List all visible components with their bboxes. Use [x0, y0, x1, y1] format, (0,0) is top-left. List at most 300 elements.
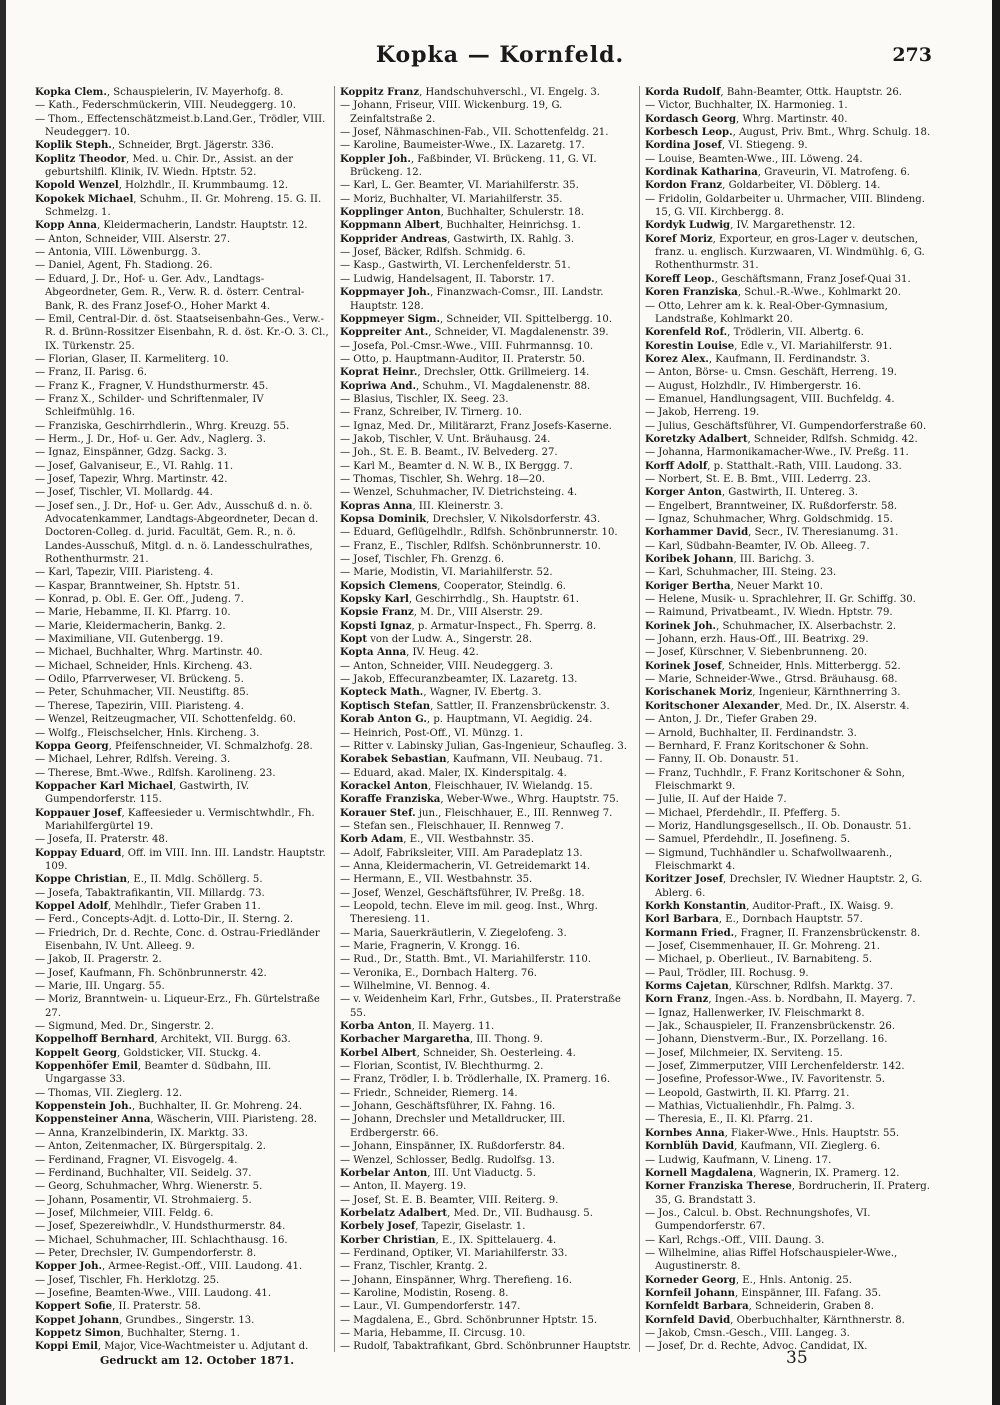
- entry-surname: Koppelt Georg: [35, 1047, 117, 1059]
- directory-entry: [35, 420, 329, 433]
- entry-details: — Josef, Bäcker, Rdlfsh. Schmidg. 6.: [340, 247, 526, 259]
- entry-details: — Maximiliane, VII. Gutenbergg. 19.: [35, 634, 224, 646]
- entry-details: — Magdalena, E., Gbrd. Schönbrunner Hptstr. 15.: [340, 1314, 598, 1326]
- directory-entry: [340, 700, 634, 713]
- directory-entry: [645, 1087, 939, 1100]
- entry-details: — Theresia, E., II. Kl. Pfarrg. 21.: [645, 1114, 813, 1126]
- directory-entry: [340, 420, 634, 433]
- directory-entry: [35, 686, 329, 699]
- directory-entry: [340, 433, 634, 446]
- directory-entry: [340, 139, 634, 152]
- directory-entry: [35, 1087, 329, 1100]
- directory-entry: [645, 1033, 939, 1046]
- directory-entry: [645, 540, 939, 553]
- directory-entry: [35, 900, 329, 913]
- entry-surname: Koriger Bertha: [645, 580, 731, 592]
- directory-entry: [340, 807, 634, 820]
- entry-details: — Marie, Hebamme, II. Kl. Pfarrg. 10.: [35, 607, 231, 619]
- entry-surname: Koppetz Simon: [35, 1327, 121, 1339]
- entry-details: — Michael, Schuhmacher, III. Schlachthausg. 16.: [35, 1234, 288, 1246]
- entry-details: — Josef, Galvaniseur, E., VI. Rahlg. 11.: [35, 460, 234, 472]
- entry-details: , II. Praterstr. 58.: [112, 1301, 201, 1313]
- directory-entry: [340, 606, 634, 619]
- entry-details: , Einspänner, III. Fafang. 35.: [734, 1287, 882, 1299]
- entry-details: — Josef, Nähmaschinen-Fab., VII. Schottenfeldg. 21.: [340, 127, 609, 139]
- entry-details: — Therese, Tapezirin, VIII. Piaristeng. 4.: [35, 700, 244, 712]
- directory-entry: [645, 1113, 939, 1126]
- entry-details: , Secr., IV. Theresianumg. 31.: [748, 527, 899, 539]
- entry-details: , E., Hnls. Antonig. 25.: [735, 1274, 852, 1286]
- entry-details: , Schuhm., II. Gr. Mohreng. 15. G. II. Schmelzg. 1.: [45, 193, 322, 219]
- directory-entry: [645, 767, 939, 794]
- directory-entry: [35, 633, 329, 646]
- entry-details: — Marie, Schneider-Wwe., Gtrsd. Bräuhausg. 68.: [645, 674, 898, 686]
- entry-details: — Samuel, Pferdehdlr., II. Josefineng. 5.: [645, 834, 851, 846]
- directory-entry: [340, 393, 634, 406]
- entry-details: , Schuhm., VI. Magdalenenstr. 88.: [415, 380, 591, 392]
- entry-details: , Kleidermacherin, Landstr. Hauptstr. 12.: [96, 220, 308, 232]
- directory-entry: [340, 620, 634, 633]
- entry-surname: Korauer Stef.: [340, 807, 416, 819]
- entry-details: — Kaspar, Branntweiner, Sh. Hptstr. 51.: [35, 580, 240, 592]
- directory-entry: [645, 166, 939, 179]
- directory-entry: [645, 1274, 939, 1287]
- page-title: Kopka — Kornfeld.: [375, 42, 625, 68]
- entry-details: , August, Priv. Bmt., Whrg. Schulg. 18.: [732, 127, 931, 139]
- directory-entry: [340, 326, 634, 339]
- entry-surname: Kornfeil Johann: [645, 1287, 735, 1299]
- entry-details: — Arnold, Buchhalter, II. Ferdinandstr. 3.: [645, 727, 857, 739]
- directory-entry: [35, 593, 329, 606]
- entry-surname: Korl Barbara: [645, 914, 719, 926]
- directory-entry: [340, 460, 634, 473]
- entry-details: — Fridolin, Goldarbeiter u. Uhrmacher, VIII. Blindeng. 15, G. VII. Kirchbergg. 8.: [645, 193, 925, 219]
- directory-entry: [645, 793, 939, 806]
- entry-details: , Gastwirth, II. Untereg. 3.: [721, 487, 858, 499]
- directory-entry: [645, 420, 939, 433]
- directory-entry: [340, 887, 634, 900]
- entry-surname: Koptisch Stefan: [340, 700, 431, 712]
- entry-details: , IV. Margarethenstr. 12.: [730, 220, 856, 232]
- entry-surname: Koppitz Franz: [340, 87, 420, 98]
- entry-surname: Koplitz Theodor: [35, 153, 127, 165]
- entry-details: — Franziska, Geschirrhdlerin., Whrg. Kreuzg. 55.: [35, 420, 290, 432]
- directory-entry: [645, 126, 939, 139]
- directory-entry: [645, 633, 939, 646]
- entry-details: , Grundbes., Singerstr. 13.: [119, 1314, 255, 1326]
- directory-entry: [340, 927, 634, 940]
- entry-surname: Koreff Leop.: [645, 273, 715, 285]
- entry-details: , Wäscherin, VIII. Piaristeng. 28.: [150, 1114, 318, 1126]
- entry-details: , Fleischhauer, IV. Wielandg. 15.: [427, 780, 593, 792]
- directory-entry: [340, 1327, 634, 1340]
- entry-details: — Johann, erzh. Haus-Off., III. Beatrixg. 29.: [645, 634, 869, 646]
- entry-surname: Koplik Steph.: [35, 140, 112, 152]
- entry-details: , Schneider, Brgt. Jägerstr. 336.: [111, 140, 274, 152]
- directory-entry: [645, 1100, 939, 1113]
- sheet-number: 35: [786, 1348, 808, 1368]
- entry-surname: Koppmann Albert: [340, 220, 440, 232]
- directory-entry: [35, 486, 329, 499]
- entry-details: — Anton, Zeitenmacher, IX. Bürgerspitalg. 2.: [35, 1141, 267, 1153]
- entry-details: , Major, Vice-Wachtmeister u. Adjutant d.: [97, 1341, 309, 1352]
- entry-surname: Korba Anton: [340, 1021, 412, 1033]
- directory-entry: [340, 1113, 634, 1140]
- directory-entry: [340, 767, 634, 780]
- entry-surname: Korbelar Anton: [340, 1167, 428, 1179]
- directory-entry: [340, 1314, 634, 1327]
- directory-entry: [35, 993, 329, 1020]
- directory-entry: [340, 233, 634, 246]
- entry-details: — Josef, Zimmerputzer, VIII Lerchenfelderstr. 142.: [645, 1061, 905, 1073]
- entry-surname: Kopta Anna: [340, 647, 407, 659]
- entry-details: — Otto, Lehrer am k. k. Real-Ober-Gymnasium, Landstraße, Kohlmarkt 20.: [645, 300, 888, 325]
- directory-entry: [35, 1220, 329, 1233]
- directory-entry: [340, 660, 634, 673]
- entry-surname: Korner Franziska Therese: [645, 1181, 792, 1193]
- entry-details: — Johann, Dienstverm.-Bur., IX. Porzellang. 16.: [645, 1034, 888, 1046]
- directory-entry: [35, 833, 329, 846]
- entry-surname: Korischanek Moriz: [645, 687, 753, 699]
- entry-details: — Raimund, Privatbeamt., IV. Wiedn. Hptstr. 79.: [645, 607, 893, 619]
- entry-details: — Peter, Schuhmacher, VII. Neustiftg. 85.: [35, 687, 249, 699]
- entry-details: — Franz K., Fragner, V. Hundsthurmerstr. 45.: [35, 380, 269, 392]
- entry-details: , Goldarbeiter, VI. Döblerg. 14.: [722, 180, 881, 192]
- entry-details: , Auditor-Praft., IX. Waisg. 9.: [746, 900, 894, 912]
- entry-surname: Koppmayer Joh.: [340, 287, 431, 299]
- entry-details: , Cooperator, Steindlg. 6.: [437, 580, 566, 592]
- directory-entry: [340, 873, 634, 886]
- directory-entry: [35, 1140, 329, 1153]
- directory-entry: [35, 1287, 329, 1300]
- entry-details: — Jakob, II. Pragerstr. 2.: [35, 954, 162, 966]
- entry-details: — Karl, Schuhmacher, III. Steing. 23.: [645, 567, 837, 579]
- directory-entry: [35, 353, 329, 366]
- directory-entry: [340, 566, 634, 579]
- entry-details: — Michael, Pferdehdlr., II. Pfefferg. 5.: [645, 807, 841, 819]
- entry-details: , Exporteur, en gros-Lager v. deutschen, franz. u. englisch. Kurzwaaren, VI. Windmühlg. 6, G. Rothenthurmstr. 31.: [655, 233, 925, 272]
- entry-surname: Korbely Josef: [340, 1221, 416, 1233]
- entry-details: , Weber-Wwe., Whrg. Hauptstr. 75.: [440, 794, 619, 806]
- directory-entry: [340, 313, 634, 326]
- entry-surname: Koref Moriz: [645, 233, 713, 245]
- entry-details: , IV. Heug. 42.: [406, 647, 479, 659]
- directory-entry: [340, 940, 634, 953]
- entry-details: — Ferdinand, Fragner, VI. Eisvogelg. 4.: [35, 1154, 238, 1166]
- entry-surname: Kopriwa And.: [340, 380, 416, 392]
- entry-details: — Franz, Tuchhdlr., F. Franz Koritschoner & Sohn, Fleischmarkt 9.: [645, 767, 905, 792]
- entry-details: , Tapezir, Giselastr. 1.: [415, 1221, 526, 1233]
- entry-details: — Anton, Schneider, VIII. Alserstr. 27.: [35, 233, 231, 245]
- entry-details: — Karl, L. Ger. Beamter, VI. Mariahilferstr. 35.: [340, 180, 579, 192]
- entry-details: — Thomas, Tischler, Sh. Wehrg. 18—20.: [340, 473, 545, 485]
- entry-details: — Josefa, Tabaktrafikantin, VII. Millardg. 73.: [35, 887, 265, 899]
- entry-details: , Schneider, Rdlfsh. Schmidg. 42.: [747, 433, 918, 445]
- directory-entry: [35, 219, 329, 232]
- entry-surname: Korenfeld Rof.: [645, 327, 728, 339]
- entry-surname: Kopsich Clemens: [340, 580, 438, 592]
- directory-entry: [35, 1340, 329, 1352]
- directory-entry: [35, 646, 329, 659]
- entry-details: — Fanny, II. Ob. Donaustr. 51.: [645, 754, 799, 766]
- entry-surname: Korhammer David: [645, 527, 749, 539]
- entry-details: — Karl, Südbahn-Beamter, IV. Ob. Alleeg. 7.: [645, 540, 870, 552]
- entry-details: — Julius, Geschäftsführer, VI. Gumpendorferstraße 60.: [645, 420, 927, 432]
- entry-details: — Franz, Tischler, Krantg. 2.: [340, 1261, 488, 1273]
- directory-entry: [645, 406, 939, 419]
- directory-entry: [340, 1247, 634, 1260]
- directory-entry: [645, 980, 939, 993]
- entry-details: — Paul, Trödler, III. Rochusg. 9.: [645, 967, 809, 979]
- entry-details: — Karoline, Modistin, Roseng. 8.: [340, 1287, 509, 1299]
- directory-entry: [340, 993, 634, 1020]
- directory-entry: [645, 606, 939, 619]
- entry-surname: Koppauer Josef: [35, 807, 122, 819]
- directory-entry: [645, 807, 939, 820]
- entry-surname: Kordinak Katharina: [645, 167, 758, 179]
- entry-details: — Daniel, Agent, Fh. Stadiong. 26.: [35, 260, 213, 272]
- directory-entry: [35, 86, 329, 99]
- entry-details: — Eduard, akad. Maler, IX. Kinderspitalg. 4.: [340, 767, 567, 779]
- entry-details: , Edle v., VI. Mariahilferstr. 91.: [734, 340, 892, 352]
- entry-surname: Kopteck Math.: [340, 687, 424, 699]
- entry-details: — Josef, Wenzel, Geschäftsführer, IV. Preßg. 18.: [340, 887, 585, 899]
- directory-entry: [645, 1234, 939, 1247]
- entry-details: , III. Barichg. 3.: [733, 554, 815, 566]
- entry-surname: Koppelhoff Bernhard: [35, 1034, 155, 1046]
- directory-column-3: [640, 86, 944, 1352]
- entry-details: — Antonia, VIII. Löwenburgg. 3.: [35, 247, 201, 259]
- directory-entry: [340, 1100, 634, 1113]
- entry-details: — Florian, Glaser, II. Karmeliterg. 10.: [35, 353, 229, 365]
- entry-details: , Off. im VIII. Inn. III. Landstr. Hauptstr. 109.: [45, 847, 326, 872]
- entry-details: , E., II. Mdlg. Schöllerg. 5.: [126, 874, 263, 886]
- directory-entry: [340, 1020, 634, 1033]
- directory-entry: [340, 1287, 634, 1300]
- entry-details: — Jakob, Effecuranzbeamter, IX. Lazaretg. 13.: [340, 674, 578, 686]
- directory-entry: [645, 593, 939, 606]
- entry-surname: Koppler Joh.: [340, 153, 411, 165]
- entry-details: , Bahn-Beamter, Ottk. Hauptstr. 26.: [720, 87, 903, 98]
- entry-details: — Marie, III. Ungarg. 55.: [35, 981, 165, 993]
- entry-details: , Neuer Markt 10.: [730, 580, 823, 592]
- directory-entry: [645, 1327, 939, 1340]
- entry-details: — Josef, Kaufmann, Fh. Schönbrunnerstr. 42.: [35, 967, 267, 979]
- entry-details: , Kaufmann, VII. Zieglerg. 6.: [734, 1141, 881, 1153]
- directory-entry: [645, 900, 939, 913]
- directory-entry: [645, 660, 939, 673]
- directory-entry: [35, 606, 329, 619]
- entry-details: — Karl, Rchgs.-Off., VIII. Daung. 3.: [645, 1234, 825, 1246]
- entry-details: , p. Hauptmann, VI. Aegidig. 24.: [426, 714, 593, 726]
- entry-details: , Mehlhdlr., Tiefer Graben 11.: [107, 900, 261, 912]
- directory-entry: [35, 780, 329, 807]
- directory-entry: [35, 1167, 329, 1180]
- directory-entry: [645, 847, 939, 874]
- directory-entry: [645, 566, 939, 579]
- directory-entry: [340, 193, 634, 206]
- entry-details: — Rudolf, Tabaktrafikant, Gbrd. Schönbrunner Hauptstr.: [340, 1341, 631, 1352]
- directory-entry: [35, 1154, 329, 1167]
- entry-details: — Franz, Schreiber, IV. Tirnerg. 10.: [340, 407, 522, 419]
- entry-details: — Josef, Tischler, VI. Mollardg. 44.: [35, 487, 213, 499]
- directory-entry: [340, 1340, 634, 1352]
- entry-details: — Ferdinand, Optiker, VI. Mariahilferstr. 33.: [340, 1247, 568, 1259]
- entry-surname: Korbel Albert: [340, 1047, 417, 1059]
- directory-entry: [340, 580, 634, 593]
- page-header: [30, 40, 970, 76]
- entry-surname: Koren Franziska: [645, 287, 738, 299]
- entry-details: — Wolfg., Fleischselcher, Hnls. Kircheng. 3.: [35, 727, 260, 739]
- entry-details: — Friedr., Schneider, Riemerg. 14.: [340, 1087, 518, 1099]
- entry-surname: Kornblüh David: [645, 1141, 735, 1153]
- directory-entry: [35, 580, 329, 593]
- directory-entry: [645, 393, 939, 406]
- directory-entry: [35, 380, 329, 393]
- directory-entry: [35, 953, 329, 966]
- entry-details: von der Ludw. A., Singerstr. 28.: [367, 634, 532, 646]
- entry-surname: Korestin Louise: [645, 340, 735, 352]
- directory-entry: [340, 353, 634, 366]
- directory-entry: [645, 1047, 939, 1060]
- entry-details: , Schneider, Hnls. Mitterbergg. 52.: [721, 660, 901, 672]
- entry-details: , Armee-Regist.-Off., VIII. Laudong. 41.: [102, 1261, 303, 1273]
- entry-details: — Johann, Einspänner, Whrg. Therefieng. 16.: [340, 1274, 572, 1286]
- entry-details: — Mathias, Victualienhdlr., Fh. Palmg. 3.: [645, 1101, 855, 1113]
- directory-entry: [645, 913, 939, 926]
- entry-details: — Kath., Federschmückerin, VIII. Neudeggerg. 10.: [35, 100, 296, 112]
- entry-details: , Wagner, IV. Ebertg. 3.: [423, 687, 542, 699]
- entry-surname: Kopplinger Anton: [340, 207, 441, 219]
- directory-entry: [340, 753, 634, 766]
- entry-surname: Korms Cajetan: [645, 981, 729, 993]
- entry-surname: Kordina Josef: [645, 140, 722, 152]
- entry-details: — Florian, Scontist, IV. Blechthurmg. 2.: [340, 1061, 544, 1073]
- entry-details: — Maria, Hebamme, II. Circusg. 10.: [340, 1327, 526, 1339]
- entry-details: , Faßbinder, VI. Brückeng. 11, G. VI. Brückeng. 12.: [350, 153, 597, 179]
- entry-surname: Kordyk Ludwig: [645, 220, 731, 232]
- entry-details: — Ferdinand, Buchhalter, VII. Seidelg. 37.: [35, 1167, 252, 1179]
- entry-details: — Moriz, Branntwein- u. Liqueur-Erz., Fh. Gürtelstraße 27.: [35, 994, 320, 1019]
- directory-entry: [35, 1327, 329, 1340]
- directory-entry: [340, 980, 634, 993]
- directory-entry: [645, 460, 939, 473]
- entry-details: — Franz, Trödler, I. b. Trödlerhalle, IX. Pramerg. 16.: [340, 1074, 611, 1086]
- entry-details: — Leopold, techn. Eleve im mil. geog. Inst., Whrg. Theresieng. 11.: [340, 900, 598, 926]
- directory-entry: [340, 380, 634, 393]
- entry-details: — Josefa, Pol.-Cmsr.-Wwe., VIII. Fuhrmannsg. 10.: [340, 340, 594, 352]
- entry-details: , Bordrucherin, II. Praterg. 35, G. Brandstatt 3.: [655, 1181, 930, 1206]
- entry-details: , E., IX. Spittelauerg. 4.: [435, 1234, 557, 1246]
- entry-surname: Koprat Heinr.: [340, 367, 418, 379]
- entry-details: — Otto, p. Hauptmann-Auditor, II. Praterstr. 50.: [340, 353, 585, 365]
- entry-surname: Korez Alex.: [645, 353, 709, 365]
- entry-surname: Korbesch Leop.: [645, 127, 733, 139]
- entry-details: — Victor, Buchhalter, IX. Harmonieg. 1.: [645, 100, 848, 112]
- directory-entry: [645, 873, 939, 900]
- entry-details: , Pfeifenschneider, VI. Schmalzhofg. 28.: [108, 740, 313, 752]
- entry-details: , Buchhalter, Sterng. 1.: [120, 1327, 240, 1339]
- entry-details: — Marie, Fragnerin, V. Krongg. 16.: [340, 941, 521, 952]
- directory-entry: [645, 353, 939, 366]
- entry-surname: Kordon Franz: [645, 180, 723, 192]
- directory-entry: [645, 1207, 939, 1234]
- entry-details: , Geschirrhdlg., Sh. Hauptstr. 61.: [408, 594, 579, 606]
- entry-details: , Beamter d. Südbahn, III. Ungargasse 33.: [45, 1061, 272, 1086]
- entry-surname: Koppenhöfer Emil: [35, 1061, 138, 1073]
- entry-details: , Drechsler, Ottk. Grillmeierg. 14.: [417, 367, 590, 379]
- directory-entry: [645, 1007, 939, 1020]
- directory-entry: [645, 686, 939, 699]
- entry-details: — Maria, Sauerkräutlerin, V. Ziegelofeng. 3.: [340, 927, 567, 939]
- directory-entry: [35, 740, 329, 753]
- entry-details: — Franz, E., Tischler, Rdlfsh. Schönbrunnerstr. 10.: [340, 540, 601, 552]
- directory-entry: [340, 820, 634, 833]
- entry-details: — Josefine, Beamten-Wwe., VIII. Laudong. 41.: [35, 1287, 272, 1299]
- entry-surname: Kopsie Franz: [340, 607, 414, 619]
- entry-details: — Jakob, Tischler, V. Unt. Bräuhausg. 24.: [340, 433, 551, 445]
- directory-entry: [340, 1180, 634, 1193]
- entry-surname: Koppi Emil: [35, 1341, 98, 1352]
- directory-entry: [645, 1020, 939, 1033]
- entry-details: — Ludwig, Kaufmann, V. Lineng. 17.: [645, 1154, 832, 1166]
- directory-entry: [340, 406, 634, 419]
- directory-entry: [340, 1220, 634, 1233]
- directory-entry: [645, 1180, 939, 1207]
- directory-entry: [645, 326, 939, 339]
- directory-entry: [645, 646, 939, 659]
- entry-details: — Johann, Friseur, VIII. Wickenburg. 19, G. Zeinfaltstraße 2.: [340, 100, 563, 125]
- entry-details: — Norbert, St. E. B. Bmt., VIII. Lederrg. 23.: [645, 473, 871, 485]
- entry-surname: Korb Adam: [340, 834, 404, 846]
- directory-entry: [645, 179, 939, 192]
- directory-entry: [645, 1287, 939, 1300]
- directory-entry: [35, 660, 329, 673]
- entry-details: , Geschäftsmann, Franz Josef-Quai 31.: [714, 273, 911, 285]
- entry-details: — Michael, Lehrer, Rdlfsh. Vereing. 3.: [35, 754, 231, 766]
- entry-details: — Moriz, Handlungsgesellsch., II. Ob. Donaustr. 51.: [645, 820, 912, 832]
- entry-details: — Johanna, Harmonikamacher-Wwe., IV. Preßg. 11.: [645, 447, 909, 459]
- directory-column-2: [335, 86, 640, 1352]
- entry-details: — Odilo, Pfarrverweser, VI. Brückeng. 5.: [35, 674, 244, 686]
- entry-details: — Joh., St. E. B. Beamt., IV. Belvederg. 27.: [340, 447, 558, 459]
- entry-surname: Koppacher Karl Michael: [35, 780, 173, 792]
- entry-details: , Kaufmann, II. Ferdinandstr. 3.: [708, 353, 870, 365]
- directory-entry: [35, 366, 329, 379]
- entry-details: — August, Holzhdlr., IV. Himbergerstr. 16.: [645, 380, 862, 392]
- entry-details: , III. Thong. 9.: [469, 1034, 543, 1046]
- entry-details: — Therese, Bmt.-Wwe., Rdlfsh. Karolineng. 23.: [35, 767, 276, 779]
- directory-entry: [645, 740, 939, 753]
- entry-details: — v. Weidenheim Karl, Frhr., Gutsbes., II. Praterstraße 55.: [340, 994, 621, 1019]
- entry-details: — Ludwig, Handelsagent, II. Taborstr. 17.: [340, 273, 555, 285]
- directory-entry: [645, 700, 939, 713]
- entry-details: , Schuhmacher, IX. Alserbachstr. 2.: [716, 620, 897, 632]
- directory-entry: [340, 246, 634, 259]
- directory-entry: [645, 553, 939, 566]
- entry-details: — Josef, Tischler, Fh. Herklotzg. 25.: [35, 1274, 220, 1286]
- directory-entry: [645, 446, 939, 459]
- directory-entry: [35, 873, 329, 886]
- directory-entry: [35, 179, 329, 192]
- entry-details: — Johann, Einspänner, IX. Rußdorferstr. 84.: [340, 1141, 565, 1153]
- directory-entry: [645, 219, 939, 232]
- directory-entry: [35, 259, 329, 272]
- directory-entry: [340, 860, 634, 873]
- entry-details: , E., VII. Westbahnstr. 35.: [403, 834, 535, 846]
- entry-details: — Ignaz, Hallenwerker, IV. Fleischmarkt 8.: [645, 1007, 865, 1019]
- entry-details: — Louise, Beamten-Wwe., III. Löweng. 24.: [645, 153, 863, 165]
